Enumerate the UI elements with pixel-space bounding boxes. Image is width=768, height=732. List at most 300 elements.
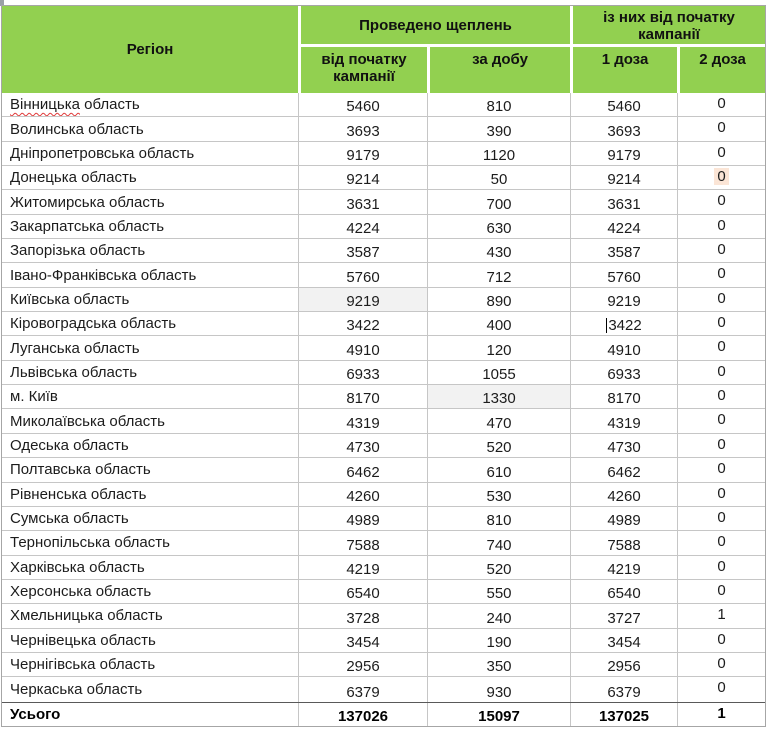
per-day-value: 390 xyxy=(486,122,512,140)
region-name: Миколаївська область xyxy=(10,412,165,430)
total-campaign-cell[interactable] xyxy=(299,239,428,262)
per-day-total-value: 15097 xyxy=(478,707,520,725)
dose2-value: 0 xyxy=(717,314,726,332)
dose2-cell[interactable] xyxy=(678,653,765,676)
table-row xyxy=(2,629,765,653)
region-cell[interactable] xyxy=(2,458,299,481)
region-name: Донецька область xyxy=(10,169,137,187)
region-name: Івано-Франківська область xyxy=(10,266,197,284)
dose1-cell[interactable] xyxy=(571,604,678,627)
total-campaign-cell[interactable] xyxy=(299,483,428,506)
region-cell[interactable] xyxy=(2,93,299,116)
table-row xyxy=(2,117,765,141)
per-day-cell[interactable] xyxy=(428,93,571,116)
table-row xyxy=(2,556,765,580)
dose1-cell[interactable] xyxy=(571,434,678,457)
dose2-value: 0 xyxy=(717,533,726,551)
dose1-cell[interactable] xyxy=(571,458,678,481)
dose2-value: 1 xyxy=(717,606,726,624)
dose1-cell[interactable] xyxy=(571,288,678,311)
total-campaign-value: 9179 xyxy=(346,147,380,165)
region-name: Чернівецька область xyxy=(10,631,156,649)
dose1-value: 8170 xyxy=(607,390,641,408)
per-day-cell[interactable] xyxy=(428,556,571,579)
table-row xyxy=(2,483,765,507)
total-campaign-cell[interactable] xyxy=(299,117,428,140)
dose1-cell[interactable] xyxy=(571,312,678,335)
per-day-cell[interactable] xyxy=(428,190,571,213)
dose1-cell[interactable] xyxy=(571,361,678,384)
per-day-cell[interactable] xyxy=(428,117,571,140)
per-day-value: 240 xyxy=(486,609,512,627)
dose1-cell[interactable] xyxy=(571,190,678,213)
dose1-value: 4730 xyxy=(607,439,641,457)
table-row xyxy=(2,312,765,336)
total-campaign-value: 4224 xyxy=(346,220,380,238)
table-row xyxy=(2,677,765,701)
total-campaign-cell[interactable] xyxy=(299,93,428,116)
table-row xyxy=(2,93,765,117)
total-campaign-value: 4319 xyxy=(346,414,380,432)
dose2-cell[interactable] xyxy=(678,336,765,359)
per-day-cell[interactable] xyxy=(428,385,571,408)
dose1-header-label: 1 доза xyxy=(601,51,649,68)
dose2-value: 0 xyxy=(717,143,726,161)
dose1-cell[interactable] xyxy=(571,117,678,140)
dose2-cell[interactable] xyxy=(678,93,765,116)
region-name: Кіровоградська область xyxy=(10,315,177,333)
dose1-cell[interactable] xyxy=(571,239,678,262)
total-campaign-header-cell[interactable] xyxy=(301,47,427,93)
total-campaign-cell[interactable] xyxy=(299,507,428,530)
dose1-header-cell[interactable] xyxy=(573,47,677,93)
region-cell[interactable] xyxy=(2,653,299,676)
region-name: м. Київ xyxy=(10,388,58,406)
table-row xyxy=(2,336,765,360)
dose2-cell[interactable] xyxy=(678,288,765,311)
region-name: Львівська область xyxy=(10,363,138,381)
dose2-cell[interactable] xyxy=(678,556,765,579)
dose2-cell[interactable] xyxy=(678,629,765,652)
total-campaign-value: 2956 xyxy=(346,658,380,676)
dose1-value: 4989 xyxy=(607,512,641,530)
region-cell[interactable] xyxy=(2,507,299,530)
per-day-cell[interactable] xyxy=(428,263,571,286)
table-body xyxy=(2,93,765,702)
per-day-value: 712 xyxy=(486,268,512,286)
total-campaign-cell[interactable] xyxy=(299,190,428,213)
dose2-cell[interactable] xyxy=(678,531,765,554)
dose1-value: 3631 xyxy=(607,195,641,213)
per-day-value: 120 xyxy=(486,341,512,359)
total-campaign-cell[interactable] xyxy=(299,263,428,286)
region-header-label: Регіон xyxy=(126,41,174,58)
total-campaign-value: 4260 xyxy=(346,487,380,505)
table-row xyxy=(2,215,765,239)
table-row xyxy=(2,409,765,433)
region-cell[interactable] xyxy=(2,556,299,579)
region-cell[interactable] xyxy=(2,117,299,140)
region-name: Вінницька область xyxy=(10,96,140,114)
region-cell[interactable] xyxy=(2,215,299,238)
total-campaign-cell[interactable] xyxy=(299,385,428,408)
dose1-value: 7588 xyxy=(607,536,641,554)
dose1-value: 9179 xyxy=(607,147,641,165)
dose2-cell[interactable] xyxy=(678,604,765,627)
total-campaign-value: 3728 xyxy=(346,609,380,627)
region-cell[interactable] xyxy=(2,434,299,457)
per-day-cell[interactable] xyxy=(428,458,571,481)
total-campaign-value: 3454 xyxy=(346,633,380,651)
total-campaign-total-value: 137026 xyxy=(337,707,389,725)
total-campaign-total-cell[interactable] xyxy=(299,703,428,726)
per-day-total-cell[interactable] xyxy=(428,703,571,726)
region-name: Київська область xyxy=(10,290,130,308)
dose1-value: 4224 xyxy=(607,220,641,238)
per-day-header-cell[interactable] xyxy=(430,47,570,93)
dose1-cell[interactable] xyxy=(571,93,678,116)
region-name: Рівненська область xyxy=(10,485,147,503)
total-campaign-value: 6540 xyxy=(346,585,380,603)
dose2-value: 0 xyxy=(717,435,726,453)
region-cell[interactable] xyxy=(2,190,299,213)
table-row xyxy=(2,288,765,312)
per-day-cell[interactable] xyxy=(428,483,571,506)
dose2-value: 0 xyxy=(714,168,728,185)
per-day-value: 740 xyxy=(486,536,512,554)
per-day-cell[interactable] xyxy=(428,312,571,335)
table-row xyxy=(2,458,765,482)
total-campaign-value: 4219 xyxy=(346,560,380,578)
per-day-cell[interactable] xyxy=(428,580,571,603)
region-name: Херсонська область xyxy=(10,583,152,601)
total-campaign-value: 8170 xyxy=(346,390,380,408)
region-cell[interactable] xyxy=(2,166,299,189)
per-day-value: 810 xyxy=(486,98,512,116)
region-cell[interactable] xyxy=(2,361,299,384)
dose2-value: 0 xyxy=(717,654,726,672)
dose1-total-cell[interactable] xyxy=(571,703,678,726)
table-row xyxy=(2,653,765,677)
region-name: Житомирська область xyxy=(10,193,165,211)
per-day-cell[interactable] xyxy=(428,288,571,311)
per-day-value: 520 xyxy=(486,560,512,578)
per-day-cell[interactable] xyxy=(428,531,571,554)
per-day-cell[interactable] xyxy=(428,166,571,189)
total-campaign-cell[interactable] xyxy=(299,556,428,579)
total-campaign-value: 3631 xyxy=(346,195,380,213)
dose1-value: 4319 xyxy=(607,414,641,432)
dose1-cell[interactable] xyxy=(571,556,678,579)
dose1-cell[interactable] xyxy=(571,483,678,506)
total-campaign-cell[interactable] xyxy=(299,458,428,481)
per-day-value: 190 xyxy=(486,633,512,651)
per-day-cell[interactable] xyxy=(428,215,571,238)
total-label-cell[interactable] xyxy=(2,703,299,726)
vaccinations-group-header-cell[interactable] xyxy=(301,6,570,44)
dose2-value: 0 xyxy=(717,265,726,283)
total-campaign-value: 6933 xyxy=(346,366,380,384)
region-cell[interactable] xyxy=(2,677,299,701)
dose1-cell[interactable] xyxy=(571,629,678,652)
vaccinations-group-label: Проведено щеплень xyxy=(359,16,512,34)
region-cell[interactable] xyxy=(2,336,299,359)
dose1-value: 2956 xyxy=(607,658,641,676)
total-campaign-value: 5460 xyxy=(346,98,380,116)
dose2-cell[interactable] xyxy=(678,434,765,457)
dose2-value: 0 xyxy=(717,216,726,234)
total-campaign-cell[interactable] xyxy=(299,677,428,701)
table-row xyxy=(2,263,765,287)
dose1-cell[interactable] xyxy=(571,166,678,189)
dose2-value: 0 xyxy=(717,484,726,502)
dose2-cell[interactable] xyxy=(678,312,765,335)
region-cell[interactable] xyxy=(2,483,299,506)
region-cell[interactable] xyxy=(2,385,299,408)
table-row xyxy=(2,361,765,385)
dose2-value: 0 xyxy=(717,362,726,380)
dose2-value: 0 xyxy=(717,630,726,648)
total-campaign-value: 4730 xyxy=(346,439,380,457)
per-day-value: 520 xyxy=(486,439,512,457)
total-campaign-cell[interactable] xyxy=(299,288,428,311)
dose2-cell[interactable] xyxy=(678,507,765,530)
region-cell[interactable] xyxy=(2,142,299,165)
region-cell[interactable] xyxy=(2,312,299,335)
per-day-value: 400 xyxy=(486,317,512,335)
dose1-value: 9214 xyxy=(607,171,641,189)
dose2-header-cell[interactable] xyxy=(680,47,765,93)
vaccination-table xyxy=(1,5,766,727)
table-row xyxy=(2,580,765,604)
dose1-value: 3587 xyxy=(607,244,641,262)
table-row xyxy=(2,190,765,214)
dose2-value: 0 xyxy=(717,95,726,112)
region-name: Черкаська область xyxy=(10,680,143,698)
per-day-cell[interactable] xyxy=(428,361,571,384)
dose2-cell[interactable] xyxy=(678,385,765,408)
dose1-value: 4260 xyxy=(607,487,641,505)
dose2-cell[interactable] xyxy=(678,361,765,384)
per-day-cell[interactable] xyxy=(428,653,571,676)
dose1-value: 6933 xyxy=(607,366,641,384)
per-day-value: 430 xyxy=(486,244,512,262)
per-day-value: 930 xyxy=(486,683,512,701)
region-name: Дніпропетровська область xyxy=(10,144,195,162)
region-name: Чернігівська область xyxy=(10,656,156,674)
total-campaign-cell[interactable] xyxy=(299,336,428,359)
total-campaign-cell[interactable] xyxy=(299,142,428,165)
dose2-cell[interactable] xyxy=(678,166,765,189)
dose1-value: 6379 xyxy=(607,683,641,701)
total-campaign-cell[interactable] xyxy=(299,361,428,384)
per-day-value: 610 xyxy=(486,463,512,481)
region-name: Харківська область xyxy=(10,558,145,576)
dose2-cell[interactable] xyxy=(678,215,765,238)
per-day-value: 1055 xyxy=(482,366,516,384)
dose2-value: 0 xyxy=(717,119,726,137)
total-campaign-value: 3587 xyxy=(346,244,380,262)
dose1-cell[interactable] xyxy=(571,507,678,530)
dose2-cell[interactable] xyxy=(678,263,765,286)
region-name: Луганська область xyxy=(10,339,140,357)
per-day-cell[interactable] xyxy=(428,336,571,359)
table-header xyxy=(2,6,765,93)
per-day-cell[interactable] xyxy=(428,604,571,627)
total-row xyxy=(2,702,765,726)
dose1-value: 3454 xyxy=(607,633,641,651)
dose1-value: 3693 xyxy=(607,122,641,140)
total-campaign-value: 9214 xyxy=(346,171,380,189)
region-name: Запорізька область xyxy=(10,242,146,260)
region-name: Полтавська область xyxy=(10,461,151,479)
per-day-cell[interactable] xyxy=(428,239,571,262)
per-day-cell[interactable] xyxy=(428,677,571,701)
dose1-cell[interactable] xyxy=(571,385,678,408)
table-row xyxy=(2,434,765,458)
dose1-cell[interactable] xyxy=(571,263,678,286)
dose2-value: 0 xyxy=(717,289,726,307)
dose2-cell[interactable] xyxy=(678,142,765,165)
dose2-value: 0 xyxy=(717,241,726,259)
table-row xyxy=(2,531,765,555)
dose2-cell[interactable] xyxy=(678,458,765,481)
dose1-value: 3727 xyxy=(607,609,641,627)
dose2-cell[interactable] xyxy=(678,117,765,140)
dose1-value: 4910 xyxy=(607,341,641,359)
table-row xyxy=(2,142,765,166)
dose1-cell[interactable] xyxy=(571,580,678,603)
dose1-cell[interactable] xyxy=(571,215,678,238)
dose2-cell[interactable] xyxy=(678,239,765,262)
total-campaign-value: 6379 xyxy=(346,683,380,701)
dose2-value: 0 xyxy=(717,460,726,478)
region-cell[interactable] xyxy=(2,409,299,432)
total-label: Усього xyxy=(10,705,61,723)
dose1-value: 9219 xyxy=(607,293,641,311)
since-start-group-label: із них від початку кампанії xyxy=(603,9,735,43)
total-campaign-header-label: від початку кампанії xyxy=(321,51,407,85)
total-campaign-cell[interactable] xyxy=(299,434,428,457)
region-name: Закарпатська область xyxy=(10,217,165,235)
dose2-value: 0 xyxy=(717,557,726,575)
per-day-cell[interactable] xyxy=(428,629,571,652)
total-campaign-value: 7588 xyxy=(346,536,380,554)
table-row xyxy=(2,604,765,628)
total-campaign-cell[interactable] xyxy=(299,580,428,603)
total-campaign-value: 9219 xyxy=(346,293,380,311)
per-day-value: 530 xyxy=(486,487,512,505)
per-day-header-label: за добу xyxy=(472,51,528,68)
dose2-cell[interactable] xyxy=(678,190,765,213)
region-cell[interactable] xyxy=(2,288,299,311)
per-day-cell[interactable] xyxy=(428,142,571,165)
total-campaign-cell[interactable] xyxy=(299,409,428,432)
dose1-value: 5460 xyxy=(607,98,641,116)
dose1-value: 5760 xyxy=(607,268,641,286)
dose2-value: 0 xyxy=(717,508,726,526)
per-day-value: 810 xyxy=(486,512,512,530)
dose2-total-value: 1 xyxy=(717,704,726,722)
per-day-value: 1330 xyxy=(482,390,516,408)
region-name: Тернопільська область xyxy=(10,534,170,552)
region-name: Хмельницька область xyxy=(10,607,163,625)
dose2-total-cell[interactable] xyxy=(678,703,765,726)
total-campaign-value: 3693 xyxy=(346,122,380,140)
dose1-cell[interactable] xyxy=(571,677,678,701)
total-campaign-value: 3422 xyxy=(346,317,380,335)
per-day-cell[interactable] xyxy=(428,409,571,432)
dose1-cell[interactable] xyxy=(571,336,678,359)
total-campaign-cell[interactable] xyxy=(299,604,428,627)
region-cell[interactable] xyxy=(2,239,299,262)
total-campaign-cell[interactable] xyxy=(299,531,428,554)
dose1-cell[interactable] xyxy=(571,531,678,554)
dose2-header-label: 2 доза xyxy=(699,51,746,68)
table-row xyxy=(2,166,765,190)
region-header-cell[interactable] xyxy=(2,6,298,93)
dose2-value: 0 xyxy=(717,411,726,429)
dose1-value: 6462 xyxy=(607,463,641,481)
dose2-cell[interactable] xyxy=(678,483,765,506)
per-day-value: 50 xyxy=(490,171,508,189)
per-day-value: 890 xyxy=(486,293,512,311)
table-row xyxy=(2,385,765,409)
dose2-value: 0 xyxy=(717,679,726,697)
dose2-value: 0 xyxy=(717,192,726,210)
region-name: Одеська область xyxy=(10,436,129,454)
dose1-value: 3422 xyxy=(608,317,642,335)
total-campaign-value: 6462 xyxy=(346,463,380,481)
total-campaign-cell[interactable] xyxy=(299,166,428,189)
dose2-cell[interactable] xyxy=(678,409,765,432)
region-cell[interactable] xyxy=(2,604,299,627)
region-cell[interactable] xyxy=(2,531,299,554)
since-start-group-header-cell[interactable] xyxy=(573,6,765,44)
table-row xyxy=(2,507,765,531)
misspelled-word: Вінницька xyxy=(10,96,80,114)
total-campaign-value: 5760 xyxy=(346,268,380,286)
dose1-cell[interactable] xyxy=(571,409,678,432)
dose2-cell[interactable] xyxy=(678,677,765,701)
per-day-cell[interactable] xyxy=(428,434,571,457)
dose1-value: 4219 xyxy=(607,560,641,578)
dose1-value: 6540 xyxy=(607,585,641,603)
total-campaign-cell[interactable] xyxy=(299,215,428,238)
region-name: Сумська область xyxy=(10,510,129,528)
per-day-value: 350 xyxy=(486,658,512,676)
per-day-value: 700 xyxy=(486,195,512,213)
total-campaign-cell[interactable] xyxy=(299,629,428,652)
region-cell[interactable] xyxy=(2,629,299,652)
region-name: Волинська область xyxy=(10,120,144,138)
per-day-cell[interactable] xyxy=(428,507,571,530)
dose2-cell[interactable] xyxy=(678,580,765,603)
region-cell[interactable] xyxy=(2,263,299,286)
total-campaign-cell[interactable] xyxy=(299,653,428,676)
per-day-value: 1120 xyxy=(482,147,516,165)
dose2-value: 0 xyxy=(717,387,726,405)
dose1-cell[interactable] xyxy=(571,653,678,676)
dose1-total-value: 137025 xyxy=(598,707,650,725)
dose2-value: 0 xyxy=(717,338,726,356)
table-row xyxy=(2,239,765,263)
per-day-value: 470 xyxy=(486,414,512,432)
per-day-value: 550 xyxy=(486,585,512,603)
dose1-cell[interactable] xyxy=(571,142,678,165)
total-campaign-cell[interactable] xyxy=(299,312,428,335)
region-cell[interactable] xyxy=(2,580,299,603)
